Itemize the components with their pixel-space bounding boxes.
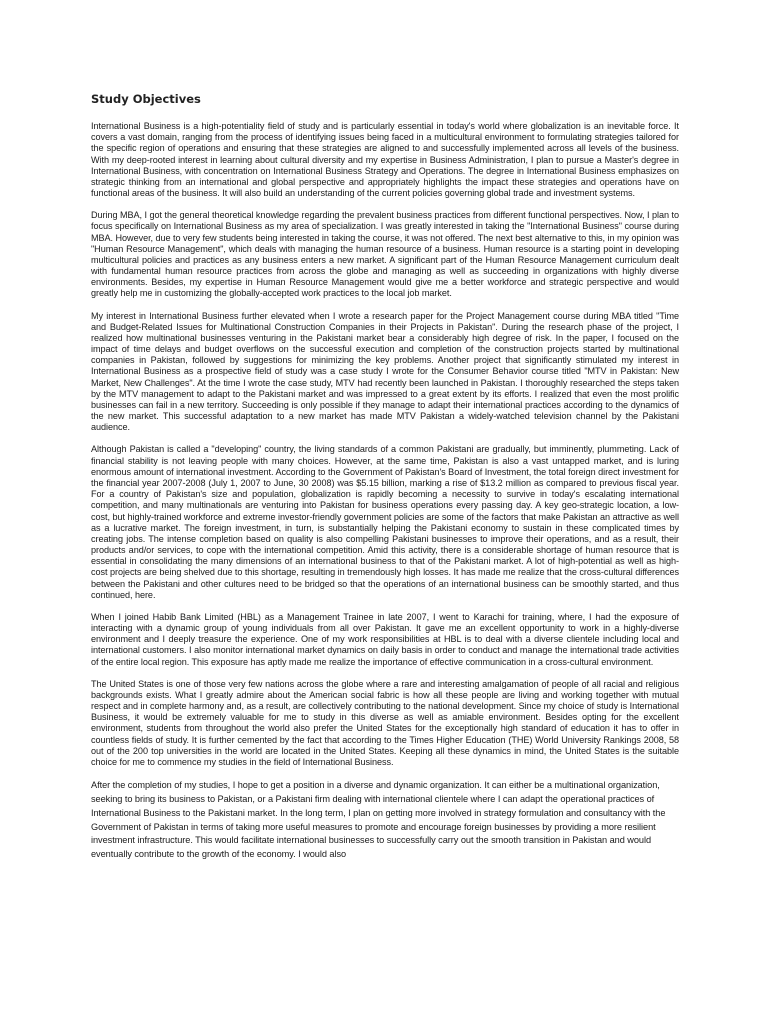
paragraph-research-interest: My interest in International Business further elevated when I wrote a research paper for the Project Management course during MBA titled "Time and Budget-Related Issues for Multinational Construction Companies in their Projects in Pakistan". During the research phase of the project, I realized how multinational businesses venturing in the Pakistani market bear a considerably high degree of risk. In the paper, I focused on the impact of time delays and budget overflows on the successful execution and completion of the construction projects started by multinational companies in Pakistan, followed by suggestions for minimizing the key problems. Another project that significantly stimulated my interest in International Business as a prospective field of study was a case study I wrote for the Consumer Behavior course titled "MTV in Pakistan: New Market, New Challenges". At the time I wrote the case study, MTV had recently been launched in Pakistan. I thoroughly researched the steps taken by the MTV management to adapt to the Pakistani market and was impressed to a great extent by its efforts. I realized that even the most prolific businesses can fail in a new territory. Succeeding is only possible if they manage to adapt their international practices according to the dynamics of the new market. This successful adaptation to a new market has made MTV Pakistan a widely-watched television channel by the Pakistani audience. <box>91 310 679 433</box>
paragraph-hbl-experience: When I joined Habib Bank Limited (HBL) as a Management Trainee in late 2007, I went to Karachi for training, where, I had the exposure of interacting with a dynamic group of young individuals from all over Pakistan. It gave me an excellent opportunity to work in a highly-diverse environment and I deeply treasure the experience. One of my work responsibilities at HBL is to deal with a diverse clientele including local and international customers. I also monitor international market dynamics on daily basis in order to conduct and manage the international trade activities of the entire local region. This exposure has aptly made me realize the importance of effective communication in a cross-cultural environment. <box>91 611 679 667</box>
document-body <box>91 121 679 873</box>
paragraph-future-goals: After the completion of my studies, I hope to get a position in a diverse and dynamic organization. It can either be a multinational organization, seeking to bring its business to Pakistan, or a Pakistani firm dealing with international clientele where I can adapt the operational practices of International Business to the Pakistani market. In the long term, I plan on getting more involved in strategy formulation and consultancy with the Government of Pakistan in terms of taking more useful measures to promote and encourage foreign businesses by providing a more resilient investment infrastructure. This would facilitate international businesses to successfully carry out the smooth transition in Pakistan and would eventually contribute to the growth of the economy. I would also <box>91 780 666 860</box>
paragraph-introduction: International Business is a high-potentiality field of study and is particularly essential in today's world where globalization is an inevitable force. It covers a vast domain, ranging from the process of identifying issues being faced in a multicultural environment to formulating strategies tailored for the specific region of operations and ensuring that these strategies are aligned to and successfully implemented across all levels of the business. With my deep-rooted interest in learning about cultural diversity and my expertise in Business Administration, I plan to pursue a Master's degree in International Business, with concentration on International Business Strategy and Operations. The degree in International Business emphasizes on strategic thinking from an international and global perspective and appropriately highlights the impact these strategies and operations have on functional areas of the business. It will also build an understanding of the current policies governing global trade and investment systems. <box>91 121 679 199</box>
paragraph-pakistan-market: Although Pakistan is called a "developing" country, the living standards of a common Pakistani are gradually, but imminently, plummeting. Lack of financial stability is not leaving people with many choices. However, at the same time, Pakistan is also a vast untapped market, and is luring enormous amount of international investment. According to the Government of Pakistan's Board of Investment, the total foreign direct investment for the financial year 2007-2008 (July 1, 2007 to June, 30 2008) was $5.15 billion, marking a rise of $13.2 million as compared to previous fiscal year. For a country of Pakistan's size and population, globalization is rapidly becoming a necessity to survive in today's escalating international competition, and many multinationals are venturing into Pakistan for business operations every passing day. A key geo-strategic location, a low-cost, but highly-trained workforce and extreme investor-friendly government policies are some of the factors that make Pakistan an attractive as well as a lucrative market. The foreign investment, in turn, is substantially helping the Pakistani economy to sustain in these complicated times by creating jobs. The intense completion based on quality is also compelling Pakistani businesses to improve their operations, and as a result, their products and/or services, to cope with the international competition. Amid this activity, there is a considerable shortage of human resource that is essential in consolidating the many dimensions of an international business to that of the Pakistani market. A lot of high-potential as well as high-cost projects are being shelved due to this shortage, resulting in tremendously high losses. It has made me realize that the cross-cultural differences between the Pakistani and other cultures need to be bridged so that the operations of an international business can be smoothly started, and thus continued, here. <box>91 444 679 600</box>
paragraph-united-states: The United States is one of those very few nations across the globe where a rare and interesting amalgamation of people of all racial and religious backgrounds exists. What I greatly admire about the American social fabric is how all these people are living and working together with mutual respect and in complete harmony and, as a result, are collectively contributing to the national development. Since my choice of study is International Business, it would be extremely valuable for me to study in this diverse as well as amiable environment. Besides opting for the excellent environment, students from throughout the world also prefer the United States for the exceptionally high standard of education it has to offer in countless fields of study. It is further cemented by the fact that according to the Times Higher Education (THE) World University Rankings 2008, 58 out of the 200 top universities in the world are located in the United States. Keeping all these dynamics in mind, the United States is the suitable choice for me to commence my studies in the field of International Business. <box>91 678 679 767</box>
section-heading: Study Objectives <box>91 92 201 106</box>
paragraph-mba-background: During MBA, I got the general theoretical knowledge regarding the prevalent business practices from different functional perspectives. Now, I plan to focus specifically on International Business as my area of specialization. I was greatly interested in taking the "International Business" course during MBA. However, due to very few students being interested in taking the course, it was not offered. The next best alternative to this, in my opinion was "Human Resource Management", which deals with managing the human resource of a business. Human resource is a starting point in developing multicultural policies and practices as any business enters a new market. A significant part of the Human Resource Management curriculum dealt with fundamental human resource practices from across the globe and managing as well as succeeding in organizations with highly diverse environments. Besides, my expertise in Human Resource Management would give me a better workforce and strategic perspective and would greatly help me in customizing the globally-accepted work practices to the local job market. <box>91 210 679 299</box>
